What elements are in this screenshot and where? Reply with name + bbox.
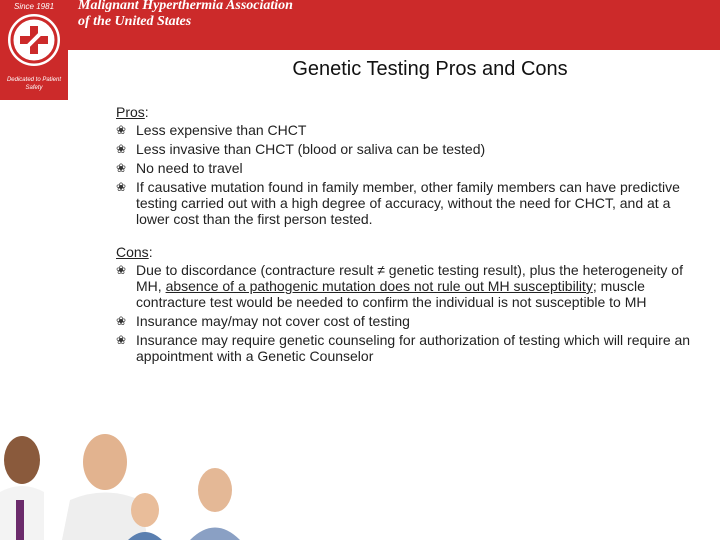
logo-since-text: Since 1981 (13, 2, 55, 11)
ribbon-bullet-icon: ❀ (116, 142, 127, 156)
ribbon-bullet-icon: ❀ (116, 161, 127, 175)
family-photo (0, 430, 280, 540)
ribbon-bullet-icon: ❀ (116, 263, 127, 277)
cons-heading-row: Cons: (116, 244, 153, 260)
slide-title: Genetic Testing Pros and Cons (292, 58, 568, 80)
list-item: ❀ Due to discordance (contracture result ≠ genetic testing result), plus the heterogeneity of MH, absence of a pathogenic mutation does not rule out MH susceptibility; muscle contracture test would be needed to confirm the individual is not susceptible to MH (116, 262, 683, 310)
underlined-phrase: absence of a pathogenic mutation does not rule out MH susceptibility (165, 278, 593, 294)
cons-heading: Cons (116, 244, 149, 260)
org-name-line2: of the United States (78, 14, 192, 29)
ribbon-bullet-icon: ❀ (116, 333, 127, 347)
logo-seal-icon (8, 14, 60, 66)
list-item: ❀ Insurance may/may not cover cost of testing (116, 313, 410, 329)
mhaus-logo (0, 0, 68, 100)
slide-body (116, 104, 696, 367)
ribbon-bullet-icon: ❀ (116, 180, 127, 194)
list-item: ❀ If causative mutation found in family member, other family members can have predictive testing carried out with a high degree of accuracy, without the need for CHCT, and at a lower cost than the first person tested. (116, 179, 680, 227)
list-item: ❀ Less expensive than CHCT (116, 122, 307, 138)
pros-list (116, 122, 696, 227)
org-name (78, 0, 293, 30)
list-item: ❀ No need to travel (116, 160, 243, 176)
ribbon-bullet-icon: ❀ (116, 314, 127, 328)
cons-list (116, 262, 696, 364)
org-name-line1: Malignant Hyperthermia Association (78, 0, 293, 13)
list-item: ❀ Insurance may require genetic counseling for authorization of testing which will require an appointment with a Genetic Counselor (116, 332, 691, 364)
logo-dedication: Dedicated to Patient Safety (6, 77, 62, 91)
list-item: ❀ Less invasive than CHCT (blood or saliva can be tested) (116, 141, 486, 157)
pros-heading-row: Pros: (116, 104, 149, 120)
ribbon-bullet-icon: ❀ (116, 123, 127, 137)
pros-heading: Pros (116, 104, 145, 120)
